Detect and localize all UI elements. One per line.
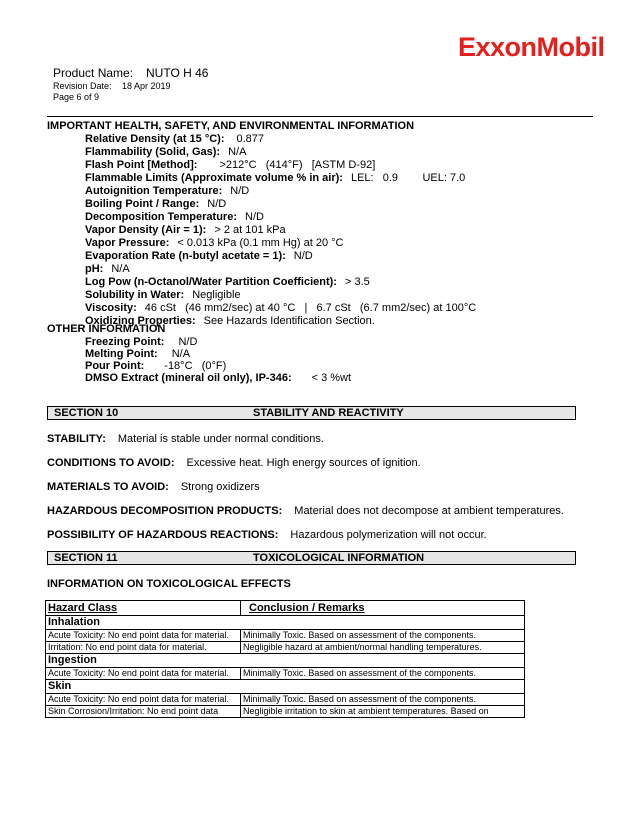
stability-item-label: HAZARDOUS DECOMPOSITION PRODUCTS: [47, 505, 283, 517]
other-property-label: Melting Point: [85, 348, 158, 360]
conclusion-cell: Minimally Toxic. Based on assessment of the components. [241, 668, 525, 680]
env-property-label: Viscosity: [85, 302, 137, 314]
section-11-title: TOXICOLOGICAL INFORMATION [253, 552, 425, 564]
section-11-number: SECTION 11 [54, 552, 118, 564]
section-11-header [47, 551, 576, 565]
table-row [46, 630, 525, 642]
hazard-class-cell: Acute Toxicity: No end point data for material. [46, 630, 241, 642]
stability-item-label: CONDITIONS TO AVOID: [47, 457, 175, 469]
other-property-row [85, 371, 351, 385]
hazard-group-label: Inhalation [46, 616, 525, 630]
stability-item [47, 528, 487, 542]
env-property-value: < 0.013 kPa (0.1 mm Hg) at 20 °C [177, 237, 344, 249]
env-property-row [85, 288, 241, 302]
hazard-class-cell: Skin Corrosion/Irritation: No end point data [46, 706, 241, 718]
env-property-row [85, 197, 226, 211]
revision-date-line [53, 81, 171, 92]
env-property-value: N/D [293, 250, 313, 262]
env-property-row [85, 145, 246, 159]
product-name-label: Product Name: [53, 66, 134, 80]
stability-item-value: Excessive heat. High energy sources of ignition. [186, 457, 421, 469]
env-property-value: N/D [207, 198, 227, 210]
env-property-row [85, 171, 465, 185]
header-divider [47, 116, 593, 117]
env-property-label: Flash Point [Method]: [85, 159, 198, 171]
stability-item-value: Strong oxidizers [180, 481, 260, 493]
exxonmobil-logo: ExxonMobil [458, 32, 605, 62]
stability-item [47, 456, 421, 470]
table-group-row [46, 616, 525, 630]
env-section-title: IMPORTANT HEALTH, SAFETY, AND ENVIRONMENTAL INFORMATION [47, 120, 415, 132]
env-property-row [85, 223, 286, 237]
env-property-row [85, 184, 249, 198]
stability-item-value: Material is stable under normal conditions. [117, 433, 324, 445]
stability-item-value: Hazardous polymerization will not occur. [290, 529, 487, 541]
env-property-label: Decomposition Temperature: [85, 211, 237, 223]
conclusion-header: Conclusion / Remarks [241, 601, 525, 616]
revision-date-value: 18 Apr 2019 [122, 81, 171, 91]
hazard-class-cell: Acute Toxicity: No end point data for material. [46, 668, 241, 680]
env-property-label: Flammability (Solid, Gas): [85, 146, 221, 158]
env-property-label: Autoignition Temperature: [85, 185, 223, 197]
conclusion-cell: Minimally Toxic. Based on assessment of the components. [241, 630, 525, 642]
stability-item-label: MATERIALS TO AVOID: [47, 481, 169, 493]
stability-item-value: Material does not decompose at ambient temperatures. [294, 505, 564, 517]
other-property-label: Freezing Point: [85, 336, 165, 348]
stability-item [47, 432, 324, 446]
env-property-label: pH: [85, 263, 104, 275]
env-property-value: 0.877 [236, 133, 265, 145]
env-property-value: N/D [245, 211, 264, 223]
env-property-value: See Hazards Identification Section. [203, 315, 375, 327]
env-property-label: Solubility in Water: [85, 289, 185, 301]
other-info-title: OTHER INFORMATION [47, 323, 166, 335]
env-property-value: LEL: 0.9 UEL: 7.0 [350, 172, 466, 184]
env-property-value: >212°C (414°F) [ASTM D-92] [219, 159, 376, 171]
env-property-row [85, 158, 375, 172]
other-property-value: < 3 %wt [311, 372, 352, 384]
product-name-line [53, 66, 208, 81]
env-property-label: Evaporation Rate (n-butyl acetate = 1): [85, 250, 286, 262]
env-property-label: Relative Density (at 15 °C): [85, 133, 225, 145]
hazard-class-cell: Irritation: No end point data for material. [46, 642, 241, 654]
table-row [46, 642, 525, 654]
conclusion-cell: Negligible hazard at ambient/normal handling temperatures. [241, 642, 525, 654]
section-10-number: SECTION 10 [54, 407, 119, 419]
table-row [46, 706, 525, 718]
tox-effects-subtitle: INFORMATION ON TOXICOLOGICAL EFFECTS [47, 578, 291, 590]
table-group-row [46, 654, 525, 668]
env-property-value: > 2 at 101 kPa [214, 224, 286, 236]
hazard-class-cell: Acute Toxicity: No end point data for material. [46, 694, 241, 706]
stability-item [47, 504, 564, 518]
env-property-label: Flammable Limits (Approximate volume % in air): [85, 172, 343, 184]
env-property-row [85, 132, 264, 146]
env-property-row [85, 210, 264, 224]
page-number: Page 6 of 9 [53, 92, 100, 102]
other-property-label: Pour Point: [85, 360, 145, 372]
env-property-value: N/A [111, 263, 130, 275]
stability-item [47, 480, 260, 494]
env-property-row [85, 262, 130, 276]
hazard-group-label: Ingestion [46, 654, 525, 668]
env-property-label: Log Pow (n-Octanol/Water Partition Coefficient): [85, 276, 337, 288]
env-property-row [85, 301, 476, 315]
section-10-title: STABILITY AND REACTIVITY [253, 407, 404, 419]
product-name-value: NUTO H 46 [146, 66, 209, 80]
stability-item-label: STABILITY: [47, 433, 106, 445]
env-property-label: Vapor Pressure: [85, 237, 170, 249]
hazard-class-header: Hazard Class [46, 601, 241, 616]
env-property-value: 46 cSt (46 mm2/sec) at 40 °C | 6.7 cSt (6.7 mm2/sec) at 100°C [144, 302, 477, 314]
section-10-header [47, 406, 576, 420]
other-property-value: N/A [171, 348, 191, 360]
other-property-value: -18°C (0°F) [164, 360, 227, 372]
toxicology-table [45, 600, 525, 718]
table-header-row [46, 601, 525, 616]
env-property-label: Vapor Density (Air = 1): [85, 224, 207, 236]
env-property-value: N/D [230, 185, 250, 197]
env-property-value: > 3.5 [344, 276, 370, 288]
other-property-value: N/D [178, 336, 198, 348]
env-property-row [85, 249, 313, 263]
conclusion-cell: Minimally Toxic. Based on assessment of the components. [241, 694, 525, 706]
env-property-row [85, 275, 370, 289]
stability-item-label: POSSIBILITY OF HAZARDOUS REACTIONS: [47, 529, 279, 541]
env-property-value: Negligible [192, 289, 241, 301]
env-property-row [85, 236, 344, 250]
table-row [46, 668, 525, 680]
conclusion-cell: Negligible irritation to skin at ambient temperatures. Based on [241, 706, 525, 718]
env-property-label: Oxidizing Properties: [85, 315, 196, 327]
table-group-row [46, 680, 525, 694]
revision-date-label: Revision Date: [53, 81, 112, 91]
other-property-label: DMSO Extract (mineral oil only), IP-346: [85, 372, 292, 384]
env-property-label: Boiling Point / Range: [85, 198, 200, 210]
hazard-group-label: Skin [46, 680, 525, 694]
table-row [46, 694, 525, 706]
env-property-value: N/A [228, 146, 247, 158]
